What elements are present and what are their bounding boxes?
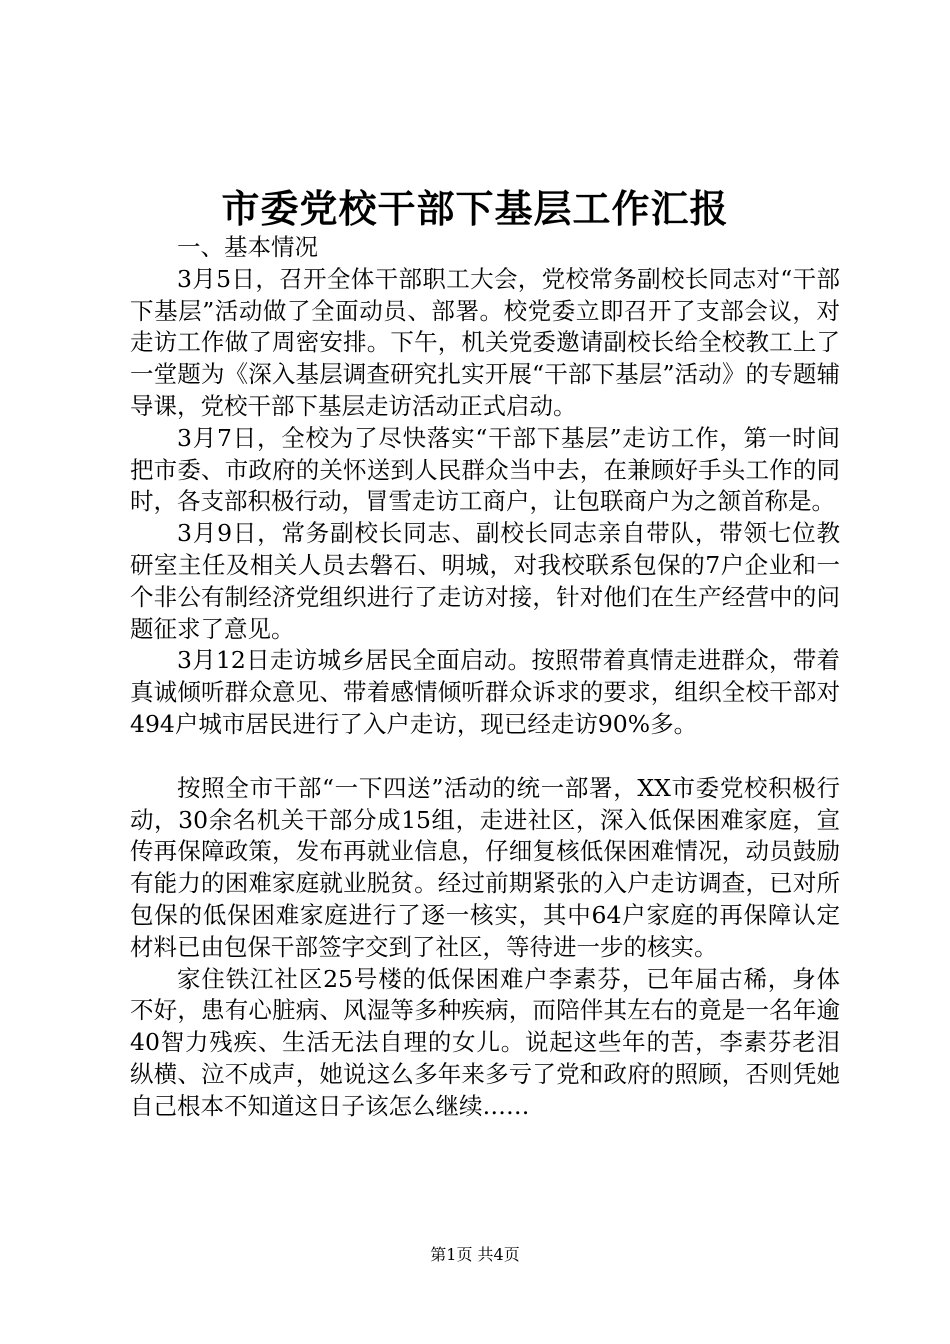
paragraph-li-sufen: 家住铁江社区25号楼的低保困难户李素芬，已年届古稀，身体不好，患有心脏病、风湿等多种疾病，而陪伴其左右的竟是一名年逾40智力残疾、生活无法自理的女儿。说起这些年的苦，李素芬老泪纵横、泣不成声，她说这么多年来多亏了党和政府的照顾，否则凭她自己根本不知道这日子该怎么继续…… [130, 964, 840, 1120]
paragraph-deployment: 按照全市干部“一下四送”活动的统一部署，XX市委党校积极行动，30余名机关干部分成15组，走进社区，深入低保困难家庭，宣传再保障政策，发布再就业信息，仔细复核低保困难情况，动员鼓励有能力的困难家庭就业脱贫。经过前期紧张的入户走访调查，已对所包保的低保困难家庭进行了逐一核实，其中64户家庭的再保障认定材料已由包保干部签字交到了社区，等待进一步的核实。 [130, 773, 840, 961]
section-heading: 一、基本情况 [177, 233, 318, 261]
paragraph-march-12: 3月12日走访城乡居民全面启动。按照带着真情走进群众，带着真诚倾听群众意见、带着感情倾听群众诉求的要求，组织全校干部对494户城市居民进行了入户走访，现已经走访90%多。 [130, 646, 840, 738]
page-footer: 第1页 共4页 [430, 1245, 520, 1264]
paragraph-march-7: 3月7日，全校为了尽快落实“干部下基层”走访工作，第一时间把市委、市政府的关怀送到人民群众当中去，在兼顾好手头工作的同时，各支部积极行动，冒雪走访工商户，让包联商户为之颔首称是。 [130, 423, 840, 516]
paragraph-march-5: 3月5日，召开全体干部职工大会，党校常务副校长同志对“干部下基层”活动做了全面动员、部署。校党委立即召开了支部会议，对走访工作做了周密安排。下午，机关党委邀请副校长给全校教工上了一堂题为《深入基层调查研究扎实开展“干部下基层”活动》的专题辅导课，党校干部下基层走访活动正式启动。 [130, 264, 840, 420]
paragraph-march-9: 3月9日，常务副校长同志、副校长同志亲自带队，带领七位教研室主任及相关人员去磐石、明城，对我校联系包保的7户企业和一个非公有制经济党组织进行了走访对接，针对他们在生产经营中的问题征求了意见。 [130, 519, 840, 643]
paragraph-spacer [130, 741, 840, 773]
document-title: 市委党校干部下基层工作汇报 [221, 186, 729, 231]
document-body [130, 232, 840, 1123]
